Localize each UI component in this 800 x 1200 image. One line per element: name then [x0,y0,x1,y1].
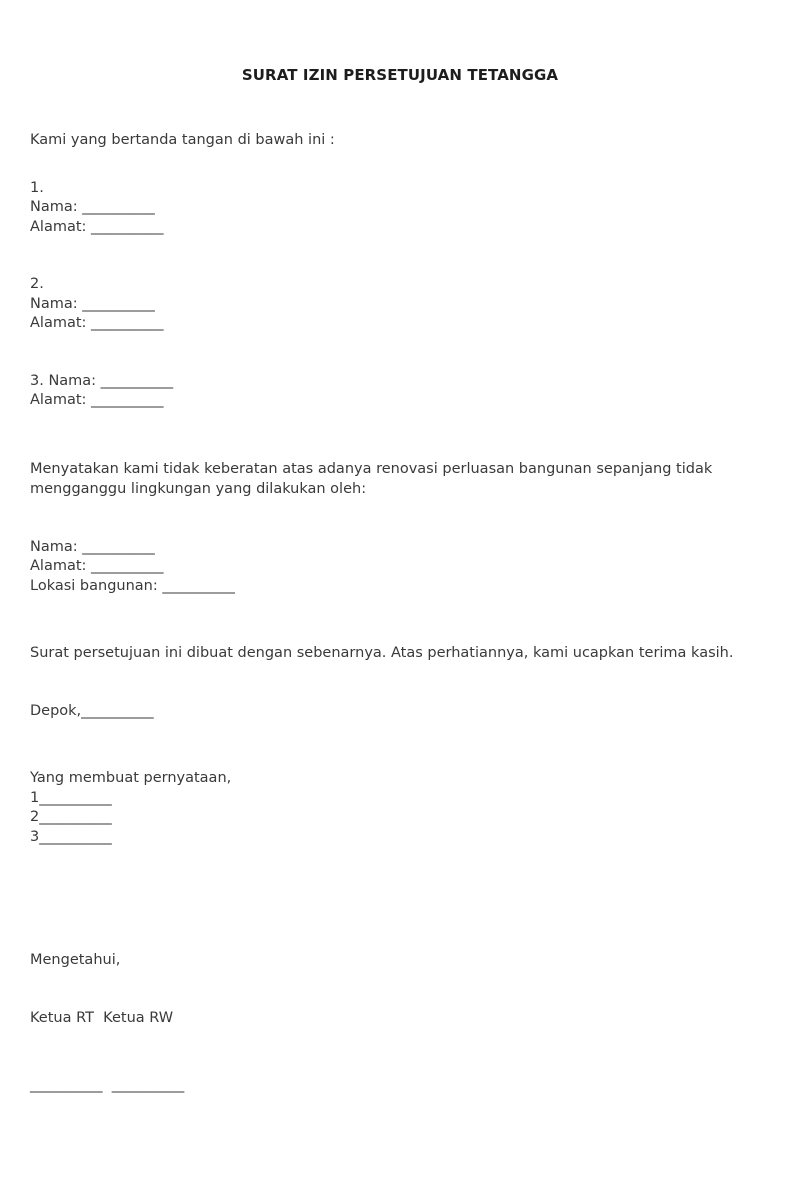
spacer [30,971,770,1009]
declarant-line-1: 1__________ [30,789,112,806]
signatory-2-number: 2. [30,276,44,292]
place-date-line: Depok,__________ [30,702,154,719]
acknowledgement-heading: Mengetahui, [30,952,121,968]
subject-address: Alamat: __________ [30,558,164,574]
subject-name: Nama: __________ [30,538,155,555]
spacer [30,923,770,951]
spacer [30,334,770,372]
opening-line: Kami yang bertanda tangan di bawah ini : [30,132,335,148]
declarant-line-3: 3__________ [30,828,112,845]
declarant-line-2: 2__________ [30,809,112,825]
spacer [30,449,770,459]
spacer [30,664,770,702]
spacer [30,759,770,769]
officials-line: Ketua RT Ketua RW [30,1009,174,1026]
spacer [30,500,770,538]
spacer [30,847,770,923]
declarant-heading: Yang membuat pernyataan, [30,770,232,786]
signatory-2-name: Nama: __________ [30,295,155,312]
closing-line: Surat persetujuan ini dibuat dengan sebenarnya. Atas perhatiannya, kami ucapkan terima kasih. [30,645,734,661]
statement-paragraph: Menyatakan kami tidak keberatan atas adanya renovasi perluasan bangunan sepanjang tidak mengganggu lingkungan yang dilakukan oleh: [30,460,713,497]
spacer [30,1066,770,1076]
spacer [30,634,770,644]
signatory-1-address: Alamat: __________ [30,218,164,235]
signatory-1-number: 1. [30,179,44,196]
spacer [30,237,770,275]
signatory-2-address: Alamat: __________ [30,315,164,331]
subject-location: Lokasi bangunan: __________ [30,577,235,594]
signatory-1-name: Nama: __________ [30,199,155,215]
signatory-3-name: 3. Nama: __________ [30,372,174,389]
spacer [30,596,770,634]
spacer [30,721,770,759]
spacer [30,411,770,449]
signatory-3-address: Alamat: __________ [30,392,164,408]
document-body [30,131,770,1096]
spacer [30,1028,770,1066]
spacer [30,151,770,179]
page-title: SURAT IZIN PERSETUJUAN TETANGGA [241,66,559,84]
signature-line: __________ __________ [30,1077,185,1093]
